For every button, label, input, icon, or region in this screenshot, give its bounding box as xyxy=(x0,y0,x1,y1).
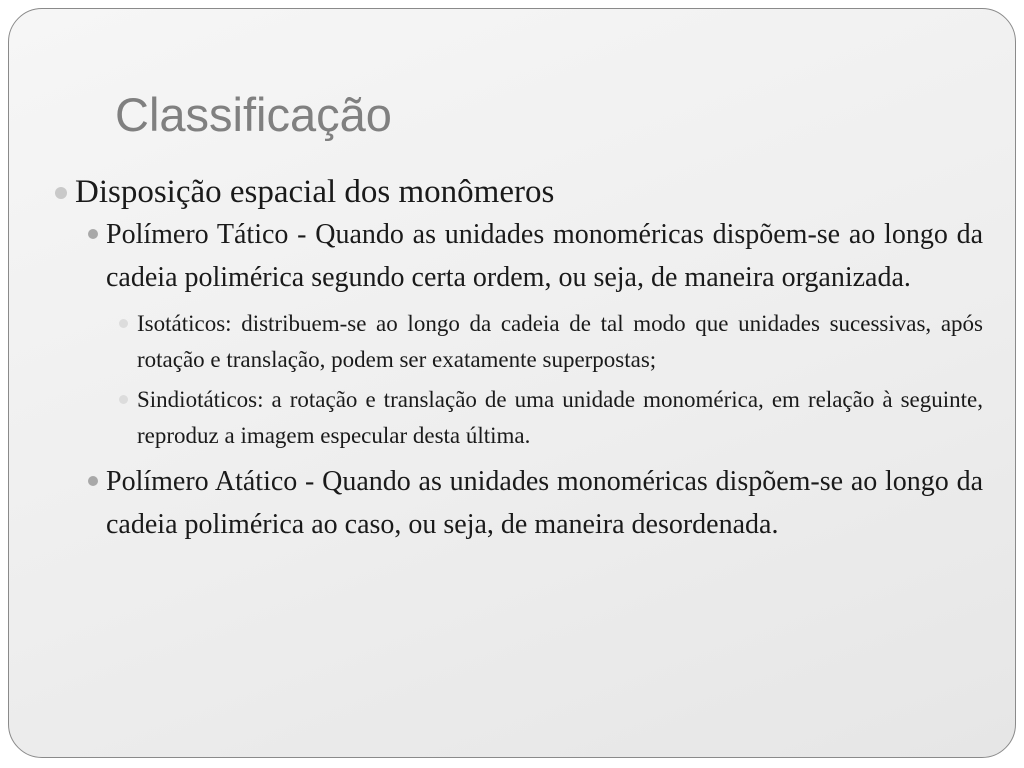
bullet-disposicao-espacial: Disposição espacial dos monômeros xyxy=(55,172,983,212)
bullet-sindiotaticos: Sindiotáticos: a rotação e translação de uma unidade monomérica, em relação à seguinte, reproduz a imagem especular desta última. xyxy=(119,382,983,454)
bullet-isotaticos: Isotáticos: distribuem-se ao longo da cadeia de tal modo que unidades sucessivas, após rotação e translação, podem ser exatamente superpostas; xyxy=(119,306,983,378)
slide-body xyxy=(55,172,983,546)
bullet-polimero-atatico: Polímero Atático - Quando as unidades monoméricas dispõem-se ao longo da cadeia polimérica ao caso, ou seja, de maneira desordenada. xyxy=(88,460,983,546)
bullet-polimero-tatico: Polímero Tático - Quando as unidades monoméricas dispõem-se ao longo da cadeia polimérica segundo certa ordem, ou seja, de maneira organizada. xyxy=(88,213,983,299)
slide-frame xyxy=(8,8,1016,758)
slide-title: Classificação xyxy=(115,88,392,141)
